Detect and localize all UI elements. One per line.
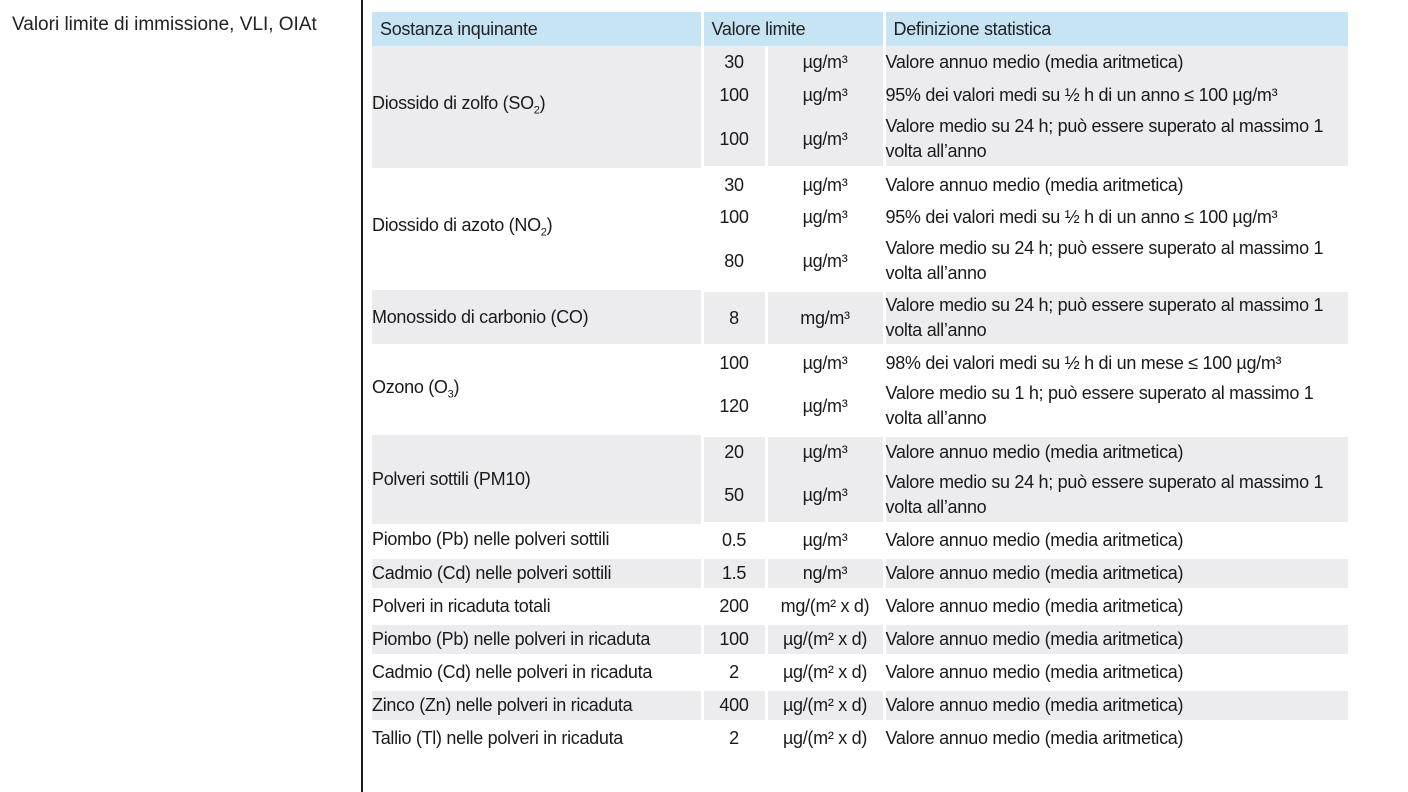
value-cell: 100	[702, 79, 766, 112]
definition-cell: Valore annuo medio (media aritmetica)	[884, 168, 1348, 201]
group-cd-dust	[372, 656, 1348, 689]
definition-cell: Valore medio su 24 h; può essere superato al massimo 1 volta all’anno	[884, 234, 1348, 290]
group-zn-dust	[372, 689, 1348, 722]
group-dust-total	[372, 590, 1348, 623]
unit-cell: µg/m³	[766, 524, 884, 557]
definition-cell: 95% dei valori medi su ½ h di un anno ≤ 100 µg/m³	[884, 79, 1348, 112]
substance-cell: Diossido di azoto $(NO_2)$	[372, 168, 702, 290]
value-cell: 2	[702, 656, 766, 689]
group-co	[372, 290, 1348, 346]
substance-cell: Piombo (Pb) nelle polveri in ricaduta	[372, 623, 702, 656]
value-cell: 30	[702, 168, 766, 201]
unit-cell: µg/m³	[766, 379, 884, 435]
unit-cell: mg/(m² x d)	[766, 590, 884, 623]
unit-cell: mg/m³	[766, 290, 884, 346]
definition-cell: Valore annuo medio (media aritmetica)	[884, 435, 1348, 468]
value-cell: 100	[702, 346, 766, 379]
unit-cell: µg/m³	[766, 168, 884, 201]
substance-cell: Cadmio (Cd) nelle polveri sottili	[372, 557, 702, 590]
unit-cell: µg/m³	[766, 346, 884, 379]
value-cell: 50	[702, 468, 766, 524]
value-cell: 400	[702, 689, 766, 722]
definition-cell: Valore annuo medio (media aritmetica)	[884, 722, 1348, 755]
side-title: Valori limite di immissione, VLI, OIAt	[12, 14, 317, 35]
group-no2	[372, 168, 1348, 290]
substance-cell: Diossido di zolfo $(SO_2)$	[372, 46, 702, 168]
value-cell: 20	[702, 435, 766, 468]
definition-cell: Valore annuo medio (media aritmetica)	[884, 623, 1348, 656]
substance-cell: Monossido di carbonio (CO)	[372, 290, 702, 346]
table-row	[372, 557, 1348, 590]
substance-cell: Zinco (Zn) nelle polveri in ricaduta	[372, 689, 702, 722]
unit-cell: µg/(m² x d)	[766, 656, 884, 689]
table-row	[372, 435, 1348, 468]
substance-cell: Ozono $(O_3)$	[372, 346, 702, 435]
value-cell: 80	[702, 234, 766, 290]
definition-cell: Valore annuo medio (media aritmetica)	[884, 590, 1348, 623]
group-cd-pm	[372, 557, 1348, 590]
table-row	[372, 590, 1348, 623]
group-pm10	[372, 435, 1348, 524]
group-pb-dust	[372, 623, 1348, 656]
table-row	[372, 656, 1348, 689]
table-header-row	[372, 12, 1348, 46]
unit-cell: µg/m³	[766, 201, 884, 234]
definition-cell: 98% dei valori medi su ½ h di un mese ≤ 100 µg/m³	[884, 346, 1348, 379]
limits-table	[372, 12, 1348, 757]
definition-cell: Valore annuo medio (media aritmetica)	[884, 524, 1348, 557]
value-cell: 8	[702, 290, 766, 346]
group-tl-dust	[372, 722, 1348, 755]
value-cell: 30	[702, 46, 766, 79]
group-so2	[372, 46, 1348, 168]
definition-cell: 95% dei valori medi su ½ h di un anno ≤ 100 µg/m³	[884, 201, 1348, 234]
definition-cell: Valore medio su 24 h; può essere superato al massimo 1 volta all’anno	[884, 468, 1348, 524]
table-row	[372, 689, 1348, 722]
group-o3	[372, 346, 1348, 435]
table-row	[372, 168, 1348, 201]
substance-cell: Polveri sottili (PM10)	[372, 435, 702, 524]
unit-cell: µg/m³	[766, 112, 884, 168]
unit-cell: µg/m³	[766, 46, 884, 79]
substance-cell: Tallio (Tl) nelle polveri in ricaduta	[372, 722, 702, 755]
value-cell: 0.5	[702, 524, 766, 557]
unit-cell: µg/(m² x d)	[766, 689, 884, 722]
substance-cell: Piombo (Pb) nelle polveri sottili	[372, 524, 702, 557]
unit-cell: µg/m³	[766, 435, 884, 468]
definition-cell: Valore medio su 1 h; può essere superato al massimo 1 volta all’anno	[884, 379, 1348, 435]
unit-cell: ng/m³	[766, 557, 884, 590]
group-pb-pm	[372, 524, 1348, 557]
value-cell: 200	[702, 590, 766, 623]
unit-cell: µg/m³	[766, 234, 884, 290]
definition-cell: Valore medio su 24 h; può essere superato al massimo 1 volta all’anno	[884, 112, 1348, 168]
vertical-divider	[361, 0, 363, 792]
value-cell: 1.5	[702, 557, 766, 590]
table-row	[372, 290, 1348, 346]
unit-cell: µg/m³	[766, 79, 884, 112]
table-row	[372, 524, 1348, 557]
unit-cell: µg/(m² x d)	[766, 623, 884, 656]
value-cell: 100	[702, 623, 766, 656]
header-limit: Valore limite	[702, 12, 884, 46]
substance-cell: Polveri in ricaduta totali	[372, 590, 702, 623]
definition-cell: Valore annuo medio (media aritmetica)	[884, 46, 1348, 79]
definition-cell: Valore annuo medio (media aritmetica)	[884, 689, 1348, 722]
value-cell: 120	[702, 379, 766, 435]
definition-cell: Valore annuo medio (media aritmetica)	[884, 557, 1348, 590]
definition-cell: Valore medio su 24 h; può essere superato al massimo 1 volta all’anno	[884, 290, 1348, 346]
substance-cell: Cadmio (Cd) nelle polveri in ricaduta	[372, 656, 702, 689]
header-definition: Definizione statistica	[884, 12, 1348, 46]
value-cell: 100	[702, 112, 766, 168]
table-row	[372, 46, 1348, 79]
value-cell: 2	[702, 722, 766, 755]
table-row	[372, 346, 1348, 379]
header-substance: Sostanza inquinante	[372, 12, 702, 46]
unit-cell: µg/(m² x d)	[766, 722, 884, 755]
definition-cell: Valore annuo medio (media aritmetica)	[884, 656, 1348, 689]
unit-cell: µg/m³	[766, 468, 884, 524]
table-row	[372, 722, 1348, 755]
table-row	[372, 623, 1348, 656]
value-cell: 100	[702, 201, 766, 234]
